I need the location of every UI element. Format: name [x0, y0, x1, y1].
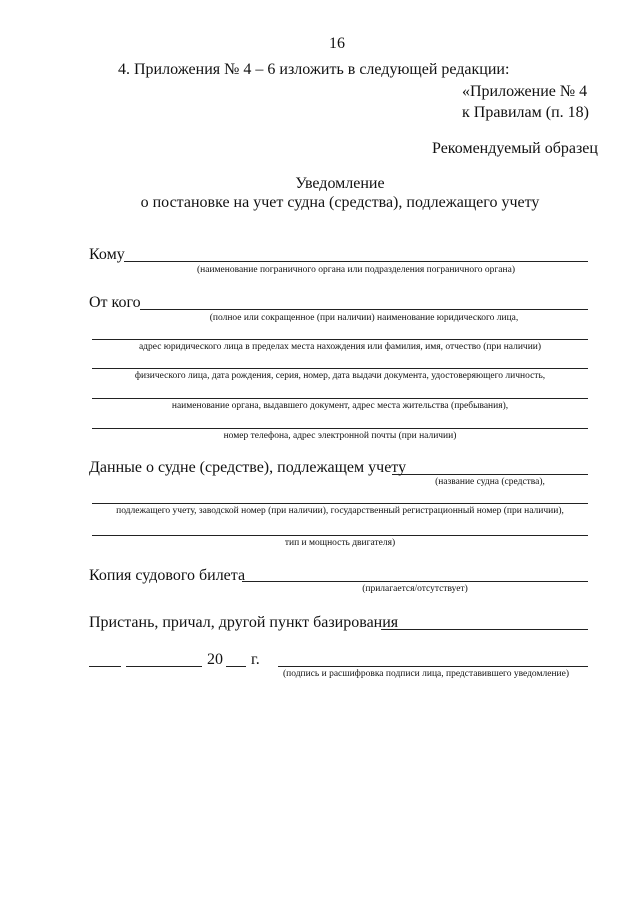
appendix-line1: «Приложение № 4	[462, 83, 588, 100]
year-field-line[interactable]	[226, 666, 246, 667]
vessel-field-line-1[interactable]	[392, 474, 588, 475]
intro-text: 4. Приложения № 4 – 6 изложить в следующей редакции:	[118, 61, 510, 78]
from-label: От кого	[89, 294, 141, 311]
pier-field-line[interactable]	[381, 629, 588, 630]
from-caption-3: физического лица, дата рождения, серия, номер, дата выдачи документа, удостоверяющего личность,	[134, 371, 546, 381]
vessel-field-line-3[interactable]	[92, 535, 588, 536]
page-number: 16	[329, 35, 345, 52]
from-caption-1: (полное или сокращенное (при наличии) наименование юридического лица,	[209, 313, 519, 323]
signature-caption: (подпись и расшифровка подписи лица, представившего уведомление)	[282, 669, 570, 679]
vessel-label: Данные о судне (средстве), подлежащем учету	[89, 459, 407, 476]
vessel-caption-1: (название судна (средства),	[435, 477, 545, 487]
from-caption-5: номер телефона, адрес электронной почты (при наличии)	[223, 431, 457, 441]
from-field-line-4[interactable]	[92, 398, 588, 399]
sample-label: Рекомендуемый образец	[432, 140, 598, 157]
vessel-field-line-2[interactable]	[92, 503, 588, 504]
title-line2: о постановке на учет судна (средства), подлежащего учету	[140, 194, 540, 211]
from-caption-4: наименование органа, выдавшего документ, адрес места жительства (пребывания),	[171, 401, 509, 411]
signature-field-line[interactable]	[278, 666, 588, 667]
appendix-line2: к Правилам (п. 18)	[462, 104, 589, 121]
from-field-line-2[interactable]	[92, 339, 588, 340]
ticket-label: Копия судового билета	[89, 567, 246, 584]
month-field-line[interactable]	[126, 666, 202, 667]
from-field-line-3[interactable]	[92, 368, 588, 369]
from-field-line-1[interactable]	[140, 309, 588, 310]
title-line1: Уведомление	[295, 175, 385, 192]
vessel-caption-3: тип и мощность двигателя)	[284, 538, 396, 548]
ticket-caption: (прилагается/отсутствует)	[362, 584, 468, 594]
year-suffix: г.	[251, 651, 260, 668]
to-field-line[interactable]	[124, 261, 588, 262]
day-field-line[interactable]	[89, 666, 121, 667]
from-field-line-5[interactable]	[92, 428, 588, 429]
to-caption: (наименование пограничного органа или подразделения пограничного органа)	[197, 265, 515, 275]
pier-label: Пристань, причал, другой пункт базирования	[89, 614, 399, 631]
ticket-field-line[interactable]	[242, 581, 588, 582]
to-label: Кому	[89, 246, 125, 263]
from-caption-2: адрес юридического лица в пределах места нахождения или фамилия, имя, отчество (при наличии)	[138, 342, 542, 352]
year-prefix: 20	[207, 651, 223, 668]
vessel-caption-2: подлежащего учету, заводской номер (при наличии), государственный регистрационный номер (при наличии),	[116, 506, 564, 516]
